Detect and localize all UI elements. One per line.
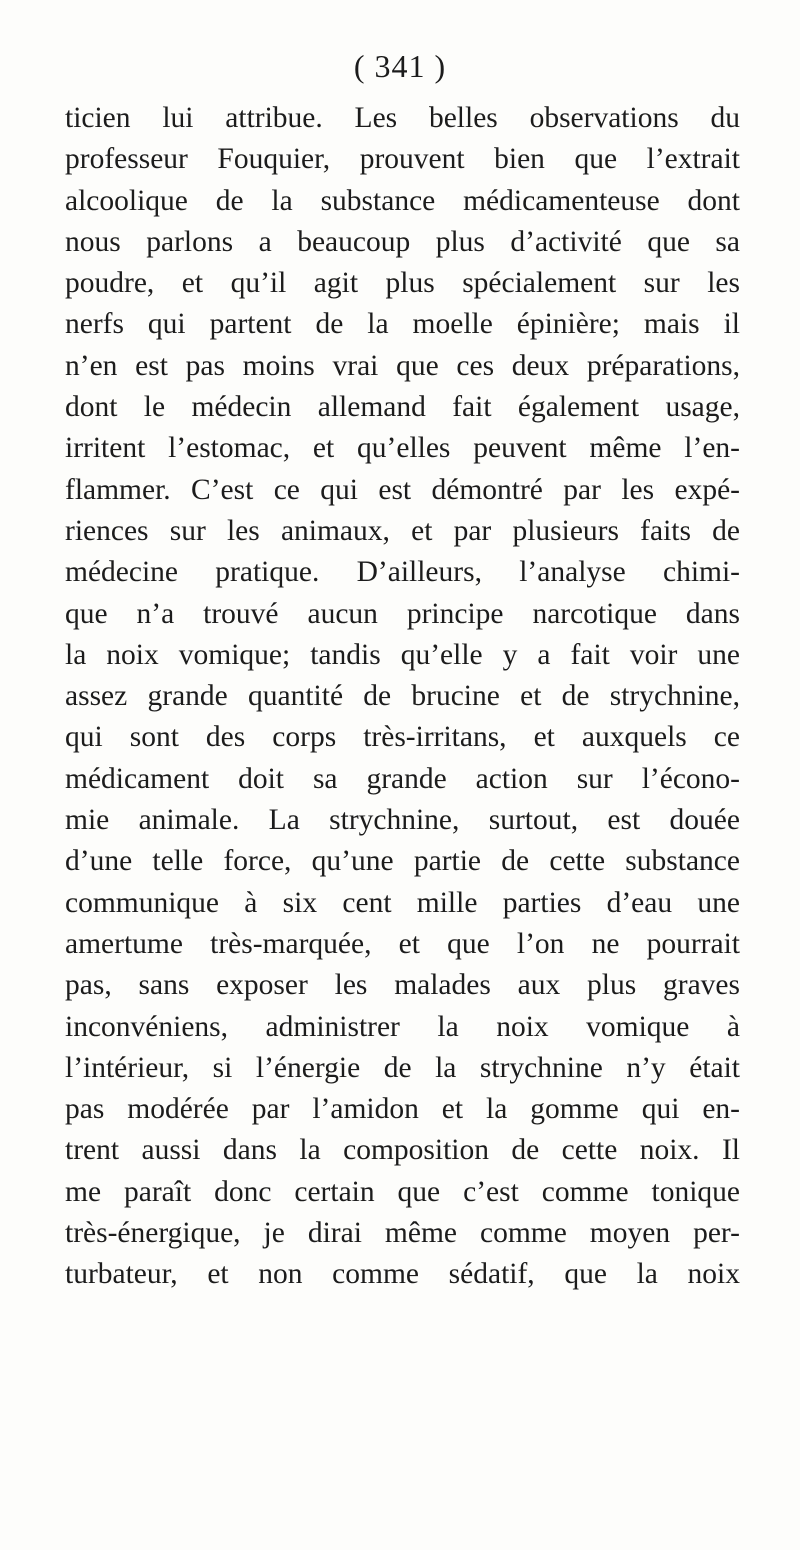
body-text [65,98,740,1296]
text-line: pas modérée par l’amidon et la gomme qui en- [65,1093,740,1126]
text-line: turbateur, et non comme sédatif, que la noix [65,1258,740,1291]
text-line: nerfs qui partent de la moelle épinière; mais il [65,308,740,341]
text-line: riences sur les animaux, et par plusieurs faits de [65,514,740,547]
text-line: d’une telle force, qu’une partie de cette substance [65,845,740,878]
text-line: inconvéniens, administrer la noix vomique à [65,1010,740,1043]
text-line: communique à six cent mille parties d’eau une [65,886,740,919]
text-line: nous parlons a beaucoup plus d’activité que sa [65,225,740,258]
text-line: flammer. C’est ce qui est démontré par les expé- [65,473,740,506]
text-line: pas, sans exposer les malades aux plus graves [65,969,740,1002]
text-line: que n’a trouvé aucun principe narcotique dans [65,597,740,630]
page-number: ( 341 ) [353,48,447,84]
text-line: médicament doit sa grande action sur l’écono- [65,762,740,795]
text-line: très-énergique, je dirai même comme moyen per- [65,1217,740,1250]
text-line: poudre, et qu’il agit plus spécialement sur les [65,267,740,300]
text-line: l’intérieur, si l’énergie de la strychnine n’y était [65,1051,740,1084]
text-line: mie animale. La strychnine, surtout, est douée [65,804,740,837]
text-line: amertume très-marquée, et que l’on ne pourrait [65,927,740,960]
text-line: n’en est pas moins vrai que ces deux préparations, [65,349,740,382]
text-line: ticien lui attribue. Les belles observations du [65,102,740,134]
text-line: irritent l’estomac, et qu’elles peuvent même l’en- [65,432,740,465]
text-line: médecine pratique. D’ailleurs, l’analyse chimi- [65,556,740,589]
text-line: la noix vomique; tandis qu’elle y a fait voir une [65,638,740,671]
text-line: alcoolique de la substance médicamenteuse dont [65,184,740,217]
text-line: professeur Fouquier, prouvent bien que l’extrait [65,143,740,176]
text-line: assez grande quantité de brucine et de strychnine, [65,680,740,713]
text-line: dont le médecin allemand fait également usage, [65,391,740,424]
text-line: me paraît donc certain que c’est comme tonique [65,1175,740,1208]
text-line: qui sont des corps très-irritans, et auxquels ce [65,721,740,754]
text-line: trent aussi dans la composition de cette noix. Il [65,1134,740,1167]
